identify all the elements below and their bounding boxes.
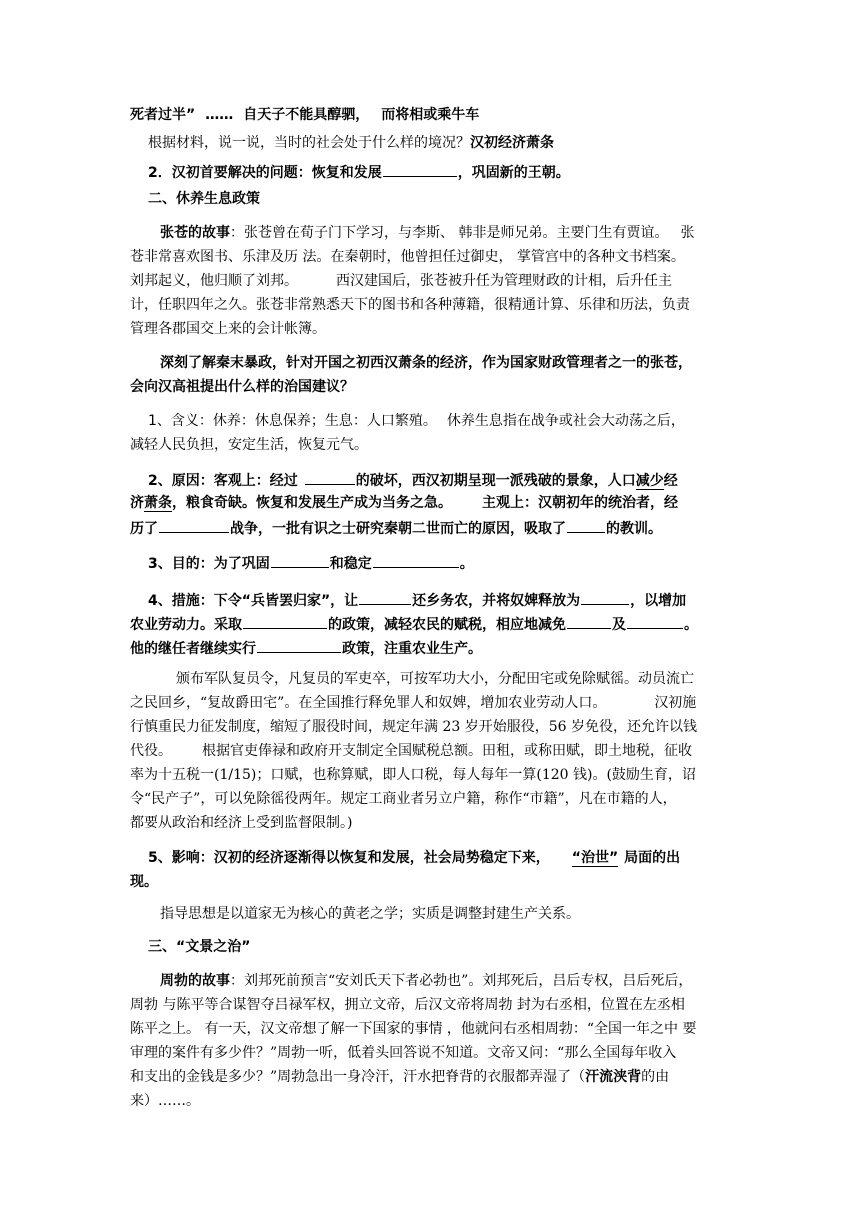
reason-line <box>130 494 678 512</box>
story-text: 张 <box>680 225 695 241</box>
fill-blank[interactable] <box>305 470 355 485</box>
story-line: 陈平之上。 有一天，汉文帝想了解一下国家的事情 ，他就问右丞相周勃：“全国一年之中 要 <box>130 1021 697 1037</box>
ellipsis: …… <box>205 107 234 123</box>
policy-line: 都要从政治和经济上受到监督限制。) <box>130 815 353 831</box>
measures-text: 及 <box>612 617 626 633</box>
material-quote-line <box>130 106 479 124</box>
measures-text: 政策，注重农业生产。 <box>342 641 482 657</box>
reason-line <box>130 518 662 538</box>
story-text: 刘邦起义，他归顺了刘邦。 <box>130 273 298 289</box>
story-line <box>130 272 672 290</box>
reason-text: 历了 <box>130 521 158 537</box>
reason-line <box>148 470 678 490</box>
item-text: 2．汉初首要解决的问题：恢复和发展 <box>148 165 382 181</box>
quote-text: 死者过半” <box>130 107 196 123</box>
policy-line <box>130 742 692 760</box>
fill-blank[interactable] <box>159 518 229 533</box>
question-line <box>148 134 554 152</box>
policy-text: 汉初施 <box>654 695 697 711</box>
item-2-line <box>148 162 570 182</box>
policy-line: 令“民产子”，可以免除徭役两年。规定工商业者另立户籍，称作“市籍”，凡在市籍的人， <box>130 791 677 807</box>
measures-line <box>130 638 482 658</box>
fill-blank[interactable] <box>243 614 327 629</box>
underlined-text: 萧条 <box>144 495 172 511</box>
section-heading-2: 二、休养生息政策 <box>148 191 260 207</box>
section-heading-3: 三、“文景之治” <box>148 939 251 955</box>
impact-line: 现。 <box>130 874 158 890</box>
reason-text: 主观上：汉朝初年的统治者，经 <box>482 495 678 511</box>
measures-line <box>130 614 698 634</box>
story-text: ：张苍曾在荀子门下学习，与李斯、 韩非是师兄弟。主要门生有贾谊。 <box>230 225 669 241</box>
discussion-question: 会向汉高祖提出什么样的治国建议？ <box>130 379 354 395</box>
story-line: 来）……。 <box>130 1093 200 1109</box>
reason-text: 的教训。 <box>606 521 662 537</box>
fill-blank[interactable] <box>383 162 457 177</box>
guiding-thought: 指导思想是以道家无为核心的黄老之学；实质是调整封建生产关系。 <box>160 906 580 922</box>
purpose-text: 3、目的：为了巩固 <box>148 556 270 572</box>
measures-line <box>148 590 686 610</box>
fill-blank[interactable] <box>581 590 629 605</box>
fill-blank[interactable] <box>271 553 329 568</box>
reason-text: 济 <box>130 495 144 511</box>
reason-text: 2、原因：客观上：经过 <box>148 473 298 489</box>
story-line <box>160 224 694 242</box>
answer-text: 汉初经济萧条 <box>470 135 554 151</box>
story-line: 计，任职四年之久。张苍非常熟悉天下的图书和各种薄籍，很精通计算、乐律和历法，负责 <box>130 297 690 313</box>
story-line <box>160 972 692 990</box>
story-title: 张苍的故事 <box>160 225 230 241</box>
impact-text: 局面的出 <box>624 850 681 866</box>
policy-line: 颁布军队复员令，凡复员的军吏卒，可按军功大小，分配田宅或免除赋徭。动员流亡 <box>176 671 694 687</box>
policy-line: 行慎重民力征发制度，缩短了服役时间，规定年满 23 岁开始服役，56 岁免役，还允许以钱 <box>130 719 697 735</box>
fill-blank[interactable] <box>359 590 411 605</box>
underlined-text: “治世” <box>571 850 619 866</box>
underlined-text: 减少 <box>635 473 664 489</box>
impact-line <box>148 849 680 867</box>
fill-blank[interactable] <box>627 614 683 629</box>
policy-text: 之民回乡，“复故爵田宅”。在全国推行释免罪人和奴婢，增加农业劳动人口。 <box>130 695 607 711</box>
story-line: 周勃 与陈平等合谋智夺吕禄军权，拥立文帝，后汉文帝将周勃 封为右丞相，位置在左丞相 <box>130 997 685 1013</box>
story-line: 管理各郡国交上来的会计帐簿。 <box>130 321 326 337</box>
quote-text: 自天子不能具醇驷， <box>243 107 370 123</box>
reason-text: 的破坏，西汉初期呈现一派残破的景象，人口 <box>355 473 636 489</box>
item-text: ，巩固新的王朝。 <box>457 165 570 181</box>
meaning-line: 减轻人民负担，安定生活，恢复元气。 <box>130 437 368 453</box>
story-line <box>130 1068 669 1086</box>
meaning-text: 休养生息指在战争或社会大动荡之后， <box>446 413 685 429</box>
purpose-line <box>148 553 474 573</box>
story-text: 的由 <box>641 1069 670 1085</box>
story-text: ：刘邦死前预言“安刘氏天下者必勃也”。刘邦死后，吕后专权，吕后死后， <box>230 973 693 989</box>
story-text: 和支出的金钱是多少？”周勃急出一身冷汗，汗水把脊背的衣服都弄湿了（ <box>130 1069 586 1085</box>
measures-text: 。 <box>684 617 698 633</box>
meaning-text: 1、含义：休养：休息保养；生息：人口繁殖。 <box>148 413 437 429</box>
policy-text: 根据官吏俸禄和政府开支制定全国赋税总额。田租，或称田赋，即土地税，征收 <box>202 743 692 759</box>
quote-text: 而将相或乘牛车 <box>381 107 480 123</box>
meaning-line <box>148 412 685 430</box>
policy-text: 代役。 <box>130 743 172 759</box>
story-title: 周勃的故事 <box>160 973 230 989</box>
measures-text: 他的继任者继续实行 <box>130 641 256 657</box>
purpose-text: 。 <box>459 556 474 572</box>
policy-line: 率为十五税一(1/15)；口赋，也称算赋，即人口税，每人每年一算(120 钱)。(鼓励生育，诏 <box>130 767 696 783</box>
story-line: 苍非常喜欢图书、乐津及历 法。在秦朝时，他曾担任过御史， 掌管宫中的各种文书档案。 <box>130 249 685 265</box>
fill-blank[interactable] <box>567 614 611 629</box>
purpose-text: 和稳定 <box>329 556 372 572</box>
impact-text: 5、影响：汉初的经济逐渐得以恢复和发展，社会局势稳定下来， <box>148 850 550 866</box>
discussion-question: 深刻了解秦末暴政，针对开国之初西汉萧条的经济，作为国家财政管理者之一的张苍， <box>160 355 692 371</box>
story-text: 西汉建国后，张苍被升任为管理财政的计相，后升任主 <box>336 273 672 289</box>
policy-line <box>130 694 696 712</box>
fill-blank[interactable] <box>373 553 459 568</box>
measures-text: 的政策，减轻农民的赋税，相应地减免 <box>328 617 566 633</box>
fill-blank[interactable] <box>257 638 341 653</box>
idiom-text: 汗流浃背 <box>585 1069 642 1085</box>
reason-text: ，粮食奇缺。恢复和发展生产成为当务之急。 <box>172 495 452 511</box>
measures-text: 还乡务农，并将奴婢释放为 <box>412 593 581 609</box>
fill-blank[interactable] <box>567 518 605 533</box>
reason-text: 经 <box>663 473 678 489</box>
measures-text: 农业劳动力。采取 <box>130 617 242 633</box>
story-line: 审理的案件有多少件？”周勃一听，低着头回答说不知道。文帝又问：“那么全国每年收入 <box>130 1045 677 1061</box>
measures-text: 4、措施：下令“兵皆罢归家”，让 <box>148 593 359 609</box>
measures-text: ，以增加 <box>630 593 687 609</box>
reason-text: 战争，一批有识之士研究秦朝二世而亡的原因，吸取了 <box>230 521 566 537</box>
question-text: 根据材料，说一说，当时的社会处于什么样的境况？ <box>148 135 470 151</box>
